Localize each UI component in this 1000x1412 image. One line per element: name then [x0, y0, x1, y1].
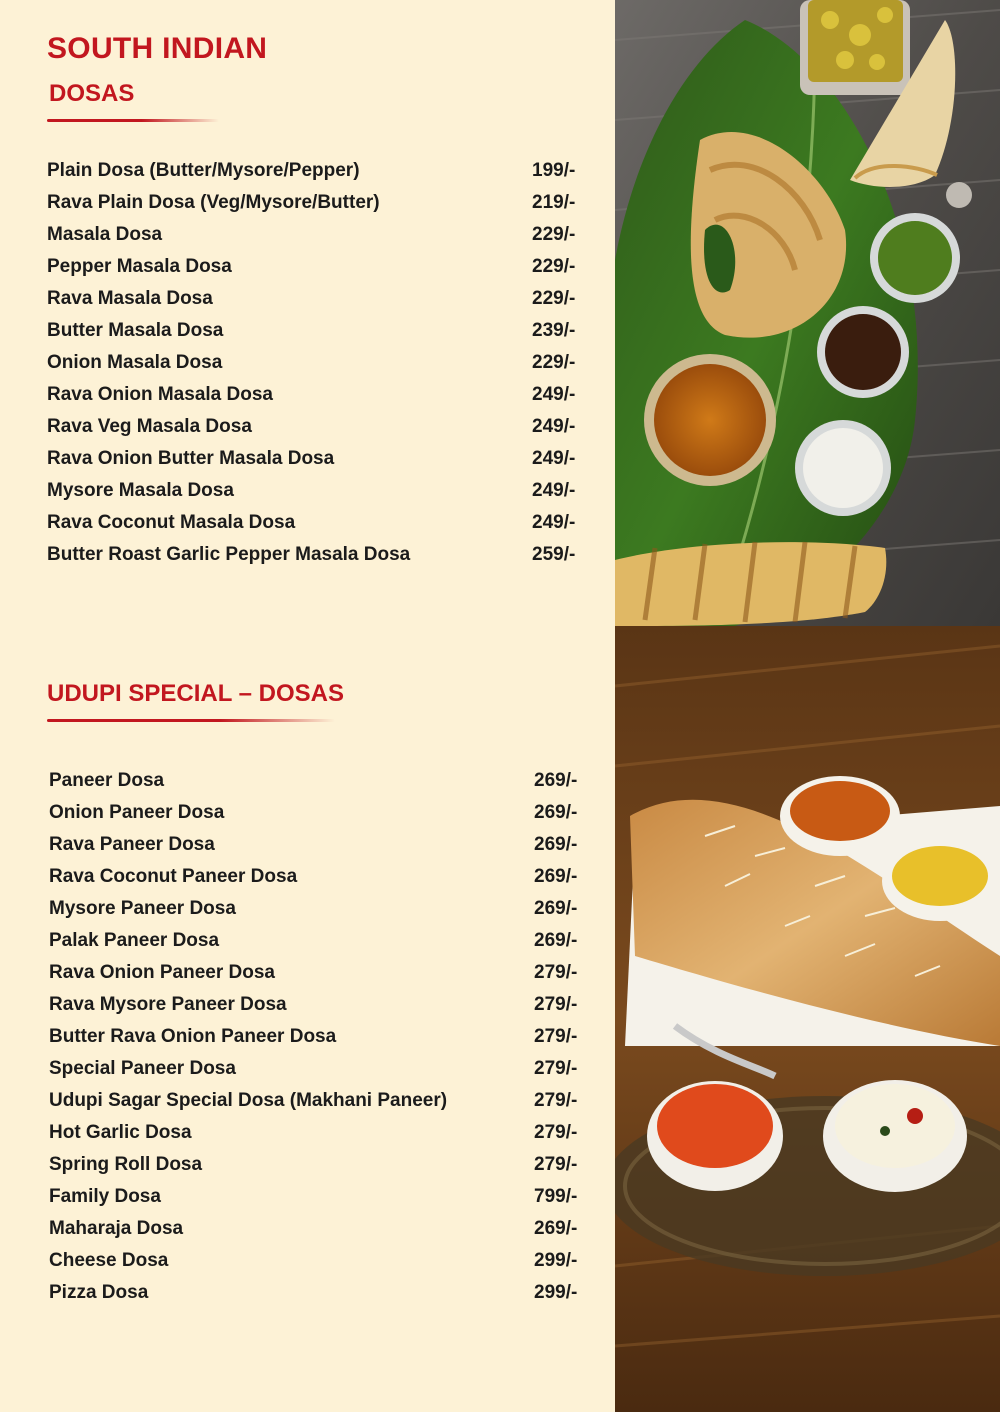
menu-item-price: 269/- — [534, 834, 578, 855]
menu-item-price: 259/- — [532, 544, 576, 565]
menu-item — [49, 989, 594, 1021]
menu-item-name: Butter Rava Onion Paneer Dosa — [49, 1026, 337, 1047]
menu-item-price: 269/- — [534, 930, 578, 951]
menu-item — [49, 1181, 594, 1213]
menu-item-name: Cheese Dosa — [49, 1250, 169, 1271]
menu-item-name: Hot Garlic Dosa — [49, 1122, 192, 1143]
menu-item-price: 239/- — [532, 320, 576, 341]
menu-item-price: 229/- — [532, 224, 576, 245]
menu-item-name: Rava Plain Dosa (Veg/Mysore/Butter) — [47, 192, 380, 213]
menu-item-name: Rava Masala Dosa — [47, 288, 213, 309]
menu-item-name: Rava Veg Masala Dosa — [47, 416, 252, 437]
menu-item-price: 279/- — [534, 1090, 578, 1111]
menu-item-name: Onion Masala Dosa — [47, 352, 223, 373]
menu-item-name: Rava Paneer Dosa — [49, 834, 215, 855]
menu-item — [49, 1245, 594, 1277]
menu-item-name: Butter Roast Garlic Pepper Masala Dosa — [47, 544, 411, 565]
menu-item-name: Rava Onion Paneer Dosa — [49, 962, 275, 983]
masala-dosa-plate-photo — [615, 626, 1000, 1412]
menu-item-price: 269/- — [534, 898, 578, 919]
menu-item-name: Spring Roll Dosa — [49, 1154, 203, 1175]
menu-item-name: Rava Coconut Paneer Dosa — [49, 866, 298, 887]
menu-item-price: 229/- — [532, 352, 576, 373]
menu-item — [47, 443, 592, 475]
section-title-dosas: DOSAS — [49, 80, 135, 107]
menu-item-name: Special Paneer Dosa — [49, 1058, 236, 1079]
menu-item-price: 249/- — [532, 416, 576, 437]
menu-item-name: Plain Dosa (Butter/Mysore/Pepper) — [47, 160, 360, 181]
menu-item-price: 249/- — [532, 480, 576, 501]
menu-item-name: Pepper Masala Dosa — [47, 256, 232, 277]
menu-item-price: 279/- — [534, 962, 578, 983]
menu-item-price: 229/- — [532, 288, 576, 309]
menu-item-price: 269/- — [534, 770, 578, 791]
menu-item-price: 249/- — [532, 448, 576, 469]
menu-item-price: 219/- — [532, 192, 576, 213]
menu-item — [47, 475, 592, 507]
menu-item-name: Rava Onion Masala Dosa — [47, 384, 273, 405]
menu-item-name: Rava Coconut Masala Dosa — [47, 512, 296, 533]
menu-item — [49, 797, 594, 829]
menu-item — [49, 957, 594, 989]
dosa-list — [47, 155, 592, 571]
menu-item-name: Masala Dosa — [47, 224, 163, 245]
menu-item-price: 279/- — [534, 1026, 578, 1047]
menu-item — [49, 861, 594, 893]
menu-item-price: 269/- — [534, 866, 578, 887]
menu-item-price: 279/- — [534, 994, 578, 1015]
menu-item-name: Rava Onion Butter Masala Dosa — [47, 448, 335, 469]
menu-item-name: Mysore Masala Dosa — [47, 480, 234, 501]
menu-item — [49, 1117, 594, 1149]
section-divider — [47, 119, 219, 122]
menu-item-price: 279/- — [534, 1058, 578, 1079]
menu-item-price: 269/- — [534, 1218, 578, 1239]
menu-item-price: 249/- — [532, 384, 576, 405]
menu-item-name: Rava Mysore Paneer Dosa — [49, 994, 287, 1015]
menu-item-price: 279/- — [534, 1122, 578, 1143]
menu-item-price: 299/- — [534, 1282, 578, 1303]
menu-item — [47, 283, 592, 315]
section-divider — [47, 719, 335, 722]
menu-item — [47, 251, 592, 283]
menu-item — [47, 507, 592, 539]
menu-item-name: Mysore Paneer Dosa — [49, 898, 236, 919]
menu-item-price: 229/- — [532, 256, 576, 277]
menu-item — [49, 765, 594, 797]
menu-item — [49, 1213, 594, 1245]
menu-item-name: Butter Masala Dosa — [47, 320, 224, 341]
menu-item — [47, 315, 592, 347]
menu-item — [47, 155, 592, 187]
menu-item — [49, 1277, 594, 1309]
menu-item — [47, 347, 592, 379]
menu-item-price: 279/- — [534, 1154, 578, 1175]
menu-item — [49, 893, 594, 925]
menu-item-price: 269/- — [534, 802, 578, 823]
menu-item-name: Onion Paneer Dosa — [49, 802, 225, 823]
section-title-udupi: UDUPI SPECIAL – DOSAS — [47, 680, 344, 707]
menu-item-price: 199/- — [532, 160, 576, 181]
menu-item-name: Family Dosa — [49, 1186, 161, 1207]
menu-item-name: Udupi Sagar Special Dosa (Makhani Paneer) — [49, 1090, 448, 1111]
menu-item-name: Maharaja Dosa — [49, 1218, 184, 1239]
menu-item — [47, 219, 592, 251]
dosa-banana-leaf-photo — [615, 0, 1000, 626]
menu-item-name: Palak Paneer Dosa — [49, 930, 220, 951]
menu-item-price: 249/- — [532, 512, 576, 533]
menu-item — [49, 1053, 594, 1085]
menu-item — [49, 1085, 594, 1117]
menu-item-name: Pizza Dosa — [49, 1282, 149, 1303]
udupi-dosa-list — [49, 765, 594, 1309]
menu-item — [47, 187, 592, 219]
menu-item-name: Paneer Dosa — [49, 770, 165, 791]
menu-item-price: 799/- — [534, 1186, 578, 1207]
menu-item — [49, 1149, 594, 1181]
menu-item-price: 299/- — [534, 1250, 578, 1271]
menu-item — [49, 925, 594, 957]
page-title: SOUTH INDIAN — [47, 32, 268, 65]
menu-item — [49, 1021, 594, 1053]
menu-item — [47, 539, 592, 571]
menu-item — [47, 379, 592, 411]
menu-item — [49, 829, 594, 861]
menu-item — [47, 411, 592, 443]
